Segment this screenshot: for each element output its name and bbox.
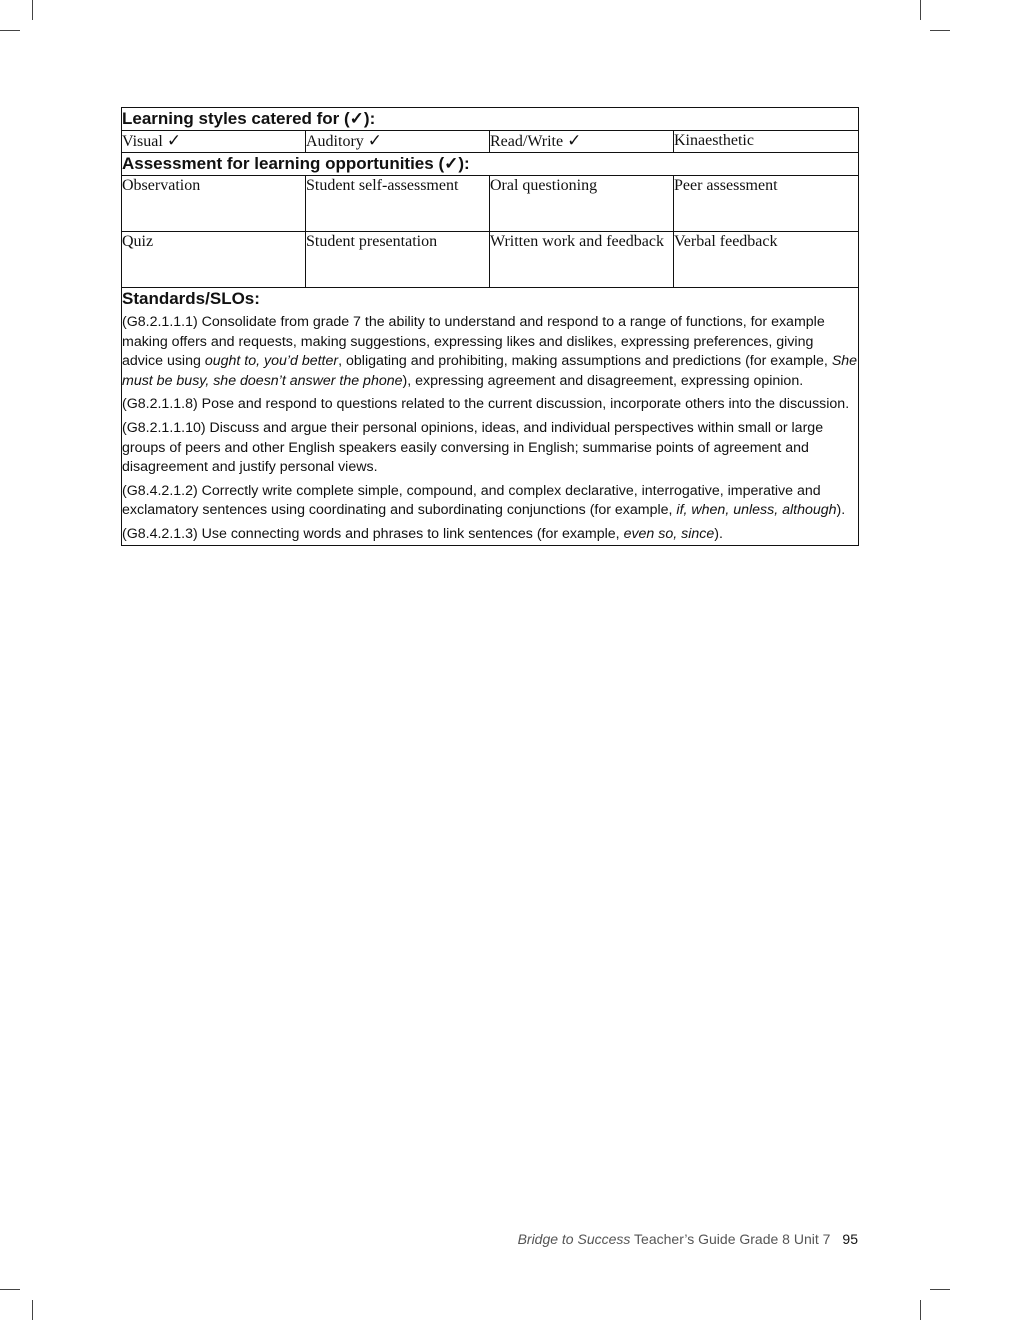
learning-style-label: Visual xyxy=(122,133,163,150)
assessment-cell: Observation xyxy=(122,176,306,232)
footer-title: Teacher’s Guide Grade 8 Unit 7 xyxy=(630,1231,831,1247)
assessment-cell: Verbal feedback xyxy=(674,232,859,288)
learning-style-cell xyxy=(122,131,306,153)
learning-style-cell xyxy=(674,131,859,153)
standard-item: (G8.2.1.1.8) Pose and respond to questions related to the current discussion, incorporate others into the discussion. xyxy=(122,396,850,413)
crop-mark xyxy=(0,1289,20,1290)
check-icon: ✓ xyxy=(166,131,182,151)
page-footer xyxy=(518,1231,858,1247)
learning-style-cell xyxy=(490,131,674,153)
crop-mark xyxy=(920,0,921,20)
standard-item: (G8.4.2.1.3) Use connecting words and phrases to link sentences (for example, even so, since). xyxy=(122,525,723,542)
standard-item: (G8.2.1.1.10) Discuss and argue their personal opinions, ideas, and individual perspectives within small or large groups of peers and other English speakers easily conversing in English; summarise points of agreement and disagreement and justify personal views. xyxy=(122,419,824,476)
learning-style-label: Read/Write xyxy=(490,133,564,150)
footer-series: Bridge to Success xyxy=(517,1231,631,1247)
assessment-cell: Student self-assessment xyxy=(306,176,490,232)
learning-style-label: Kinaesthetic xyxy=(674,132,754,149)
crop-mark xyxy=(32,0,33,20)
crop-mark xyxy=(930,1289,950,1290)
learning-style-label: Auditory xyxy=(306,133,364,150)
check-icon: ✓ xyxy=(567,131,582,151)
assessment-row xyxy=(122,176,859,232)
lesson-plan-table xyxy=(121,107,859,546)
assessment-cell: Written work and feedback xyxy=(490,232,674,288)
assessment-cell: Student presentation xyxy=(306,232,490,288)
crop-mark xyxy=(0,30,20,31)
learning-styles-row xyxy=(122,131,859,153)
crop-mark xyxy=(930,30,950,31)
assessment-cell: Quiz xyxy=(122,232,306,288)
learning-styles-heading: Learning styles catered for (✓): xyxy=(122,108,859,131)
page-number: 95 xyxy=(842,1231,858,1247)
standard-item: (G8.2.1.1.1) Consolidate from grade 7 the ability to understand and respond to a range of functions, for example making offers and requests, making suggestions, expressing likes and dislikes, expressing preferences, giving advice using ought to, you’d better, obligating and prohibiting, making assumptions and predictions (for example, She must be busy, she doesn’t answer the phone), expressing agreement and disagreement, expressing opinion. xyxy=(122,314,858,389)
standard-item: (G8.4.2.1.2) Correctly write complete simple, compound, and complex declarative, interrogative, imperative and exclamatory sentences using coordinating and subordinating conjunctions (for example, if, when, unless, although). xyxy=(122,482,846,519)
standards-heading: Standards/SLOs: xyxy=(122,289,260,308)
learning-style-cell xyxy=(306,131,490,153)
crop-mark xyxy=(920,1300,921,1320)
assessment-heading: Assessment for learning opportunities (✓): xyxy=(122,153,859,176)
assessment-cell: Peer assessment xyxy=(674,176,859,232)
assessment-cell: Oral questioning xyxy=(490,176,674,232)
check-icon: ✓ xyxy=(367,131,383,151)
standards-section xyxy=(122,288,859,546)
assessment-row xyxy=(122,232,859,288)
crop-mark xyxy=(32,1300,33,1320)
